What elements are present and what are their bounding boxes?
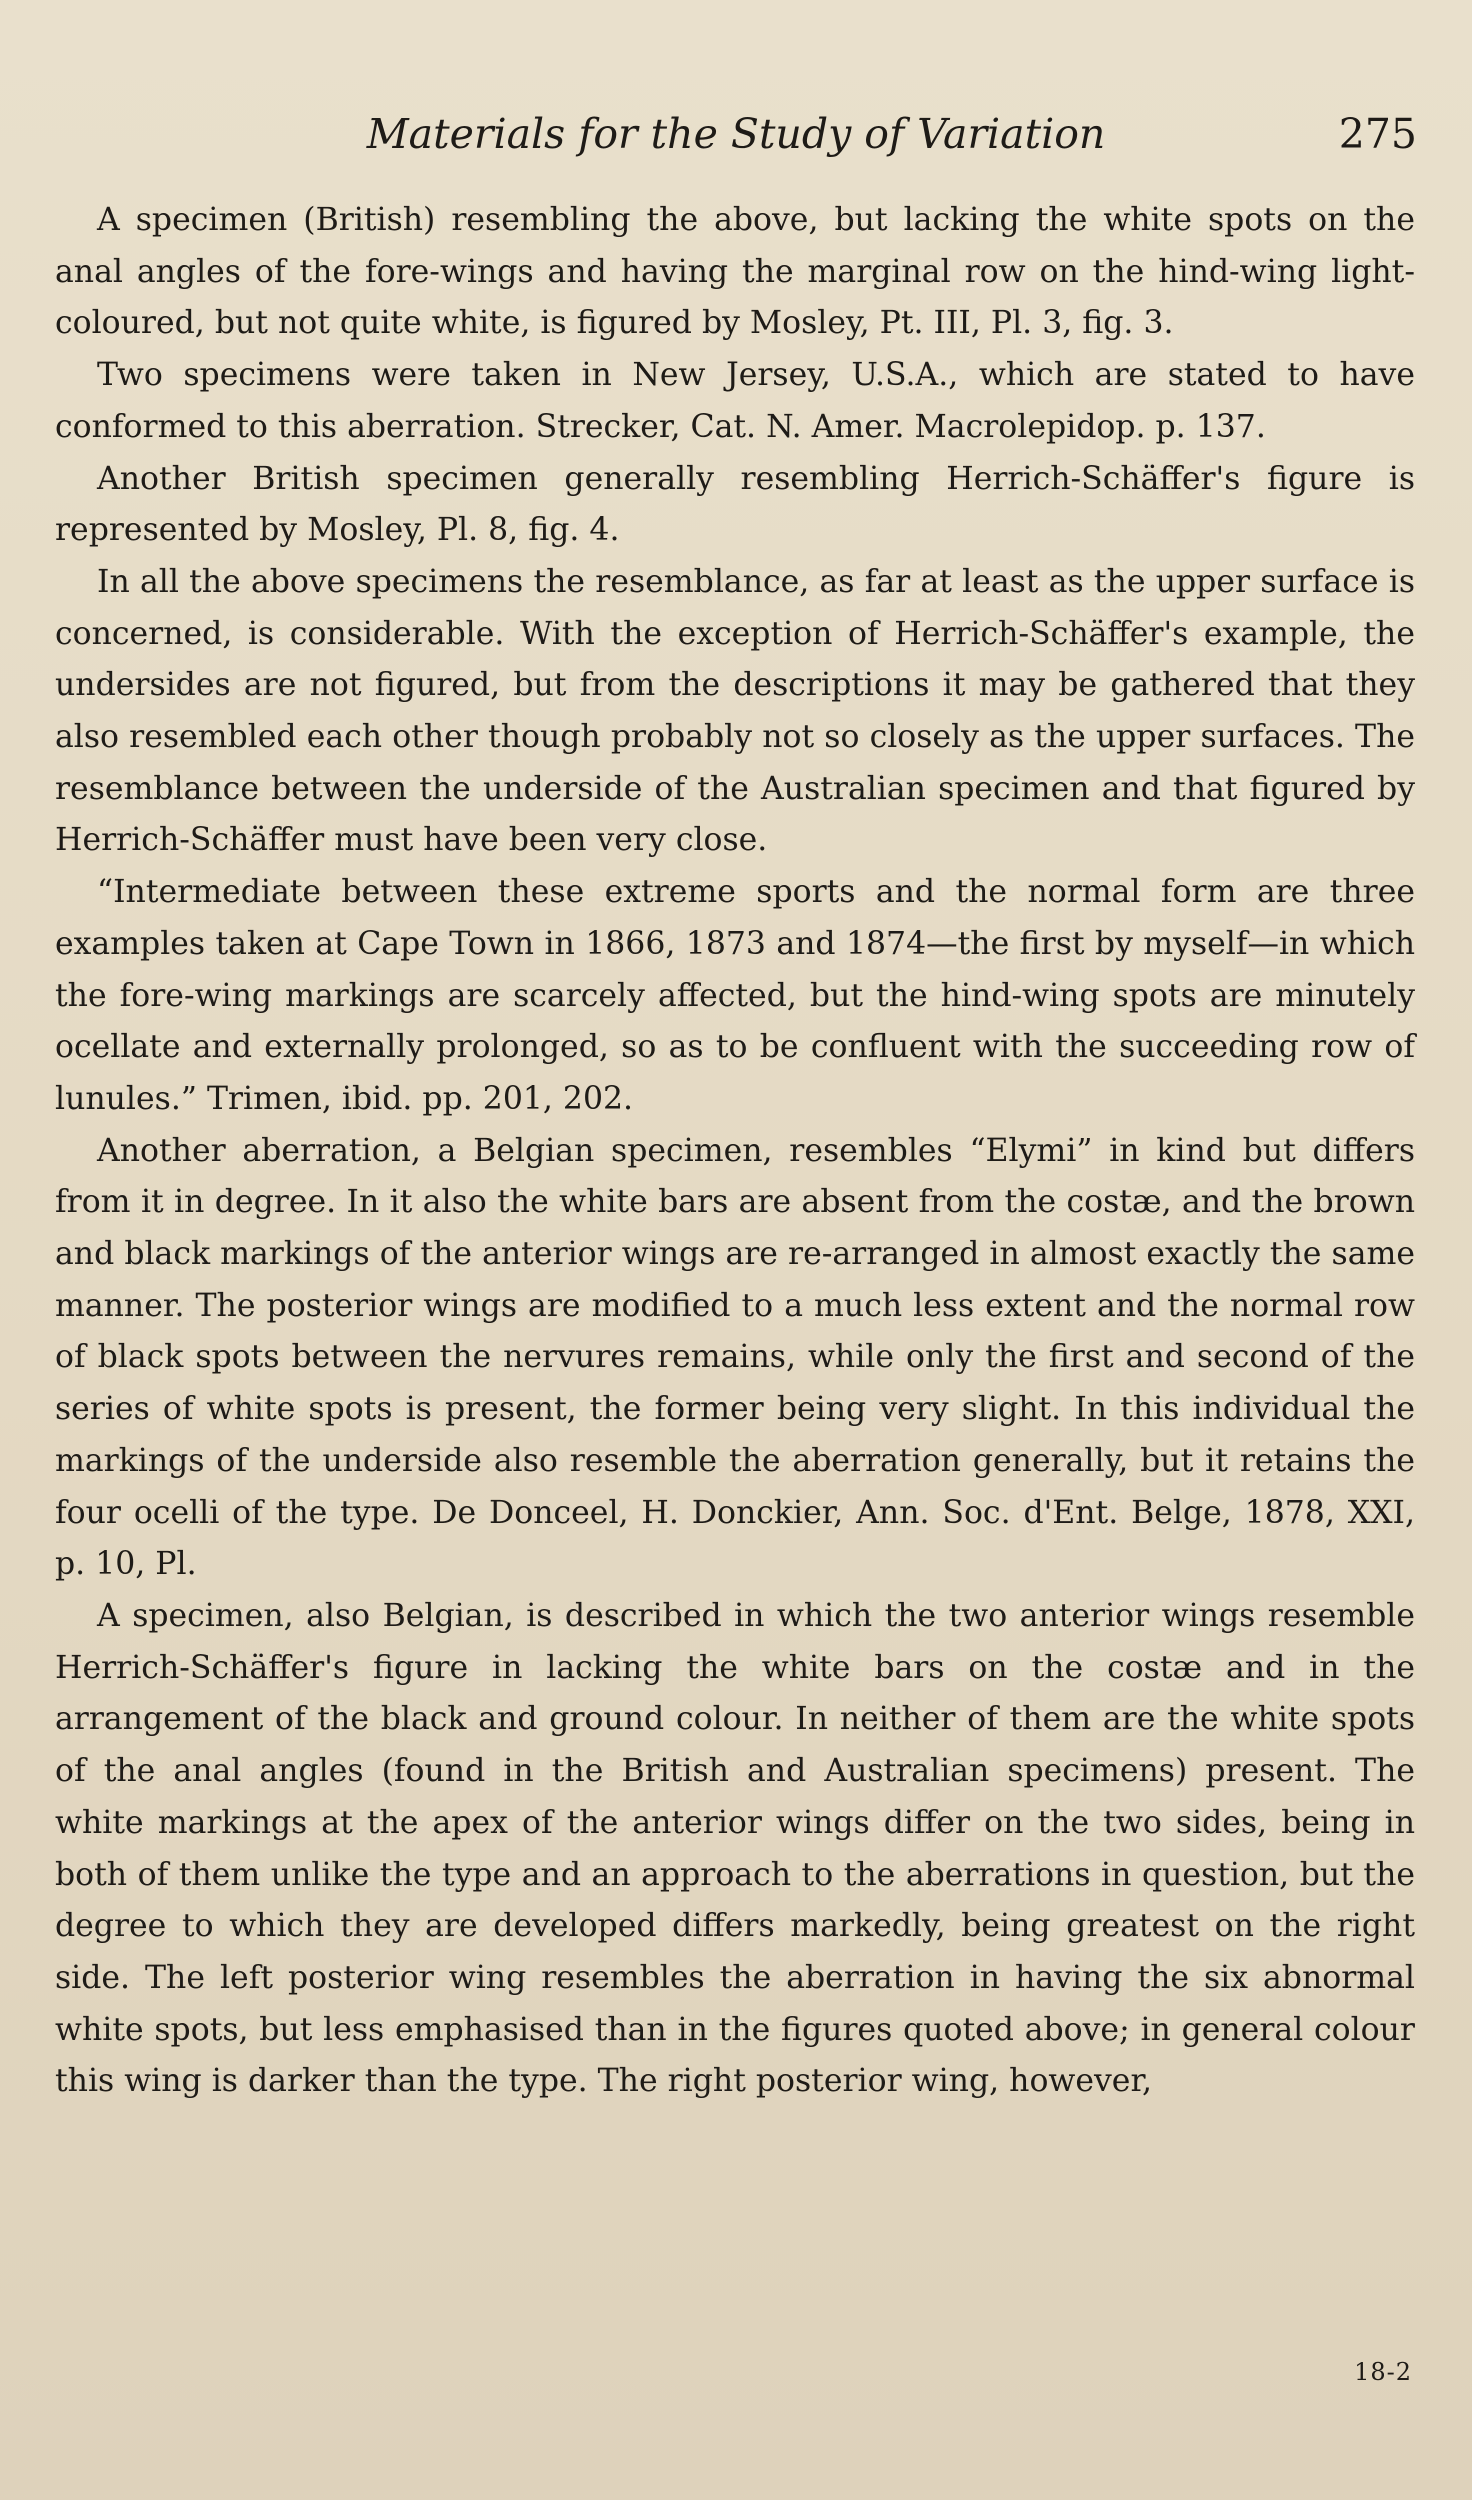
printer-signature: 18-2 [1354, 2358, 1412, 2386]
paragraph: A specimen, also Belgian, is described in which the two anterior wings resemble Herrich-Schäffer's figure in lacking the white bars on the costæ and in the arrangement of the black and ground colour. In neither of them are the white spots of the anal angles (found in the British and Australian specimens) present. The white markings at the apex of the anterior wings differ on the two sides, being in both of them unlike the type and an approach to the aberrations in question, but the degree to which they are developed differs markedly, being greatest on the right side. The left posterior wing resembles the aberration in having the six abnormal white spots, but less emphasised than in the figures quoted above; in general colour this wing is darker than the type. The right posterior wing, however, [55, 1597, 1415, 2100]
body-text [55, 195, 1415, 2108]
paragraph: In all the above specimens the resemblance, as far at least as the upper surface is concerned, is considerable. With the exception of Herrich-Schäffer's example, the undersides are not figured, but from the descriptions it may be gathered that they also resembled each other though probably not so closely as the upper surfaces. The resemblance between the underside of the Australian specimen and that figured by Herrich-Schäffer must have been very close. [55, 563, 1415, 859]
page-number: 275 [1338, 110, 1417, 158]
running-title: Materials for the Study of Variation [366, 110, 1106, 158]
paragraph: Two specimens were taken in New Jersey, U.S.A., which are stated to have conformed to this aberration. Strecker, Cat. N. Amer. Macrolepidop. p. 137. [55, 357, 1415, 445]
page-header [0, 104, 1472, 164]
paragraph: “Intermediate between these extreme sports and the normal form are three examples taken at Cape Town in 1866, 1873 and 1874—the first by myself—in which the fore-wing markings are scarcely affected, but the hind-wing spots are minutely ocellate and externally prolonged, so as to be confluent with the succeeding row of lunules.” Trimen, ibid. pp. 201, 202. [55, 874, 1415, 1117]
paragraph: Another British specimen generally resembling Herrich-Schäffer's figure is represented by Mosley, Pl. 8, fig. 4. [55, 460, 1415, 549]
paragraph: Another aberration, a Belgian specimen, resembles “Elymi” in kind but differs from it in degree. In it also the white bars are absent from the costæ, and the brown and black markings of the anterior wings are re-arranged in almost exactly the same manner. The posterior wings are modified to a much less extent and the normal row of black spots between the nervures remains, while only the first and second of the series of white spots is present, the former being very slight. In this individual the markings of the underside also resemble the aberration generally, but it retains the four ocelli of the type. De Donceel, H. Donckier, Ann. Soc. d'Ent. Belge, 1878, XXI, p. 10, Pl. [55, 1132, 1415, 1583]
paragraph: A specimen (British) resembling the above, but lacking the white spots on the anal angles of the fore-wings and having the marginal row on the hind-wing light-coloured, but not quite white, is figured by Mosley, Pt. III, Pl. 3, fig. 3. [55, 202, 1415, 342]
